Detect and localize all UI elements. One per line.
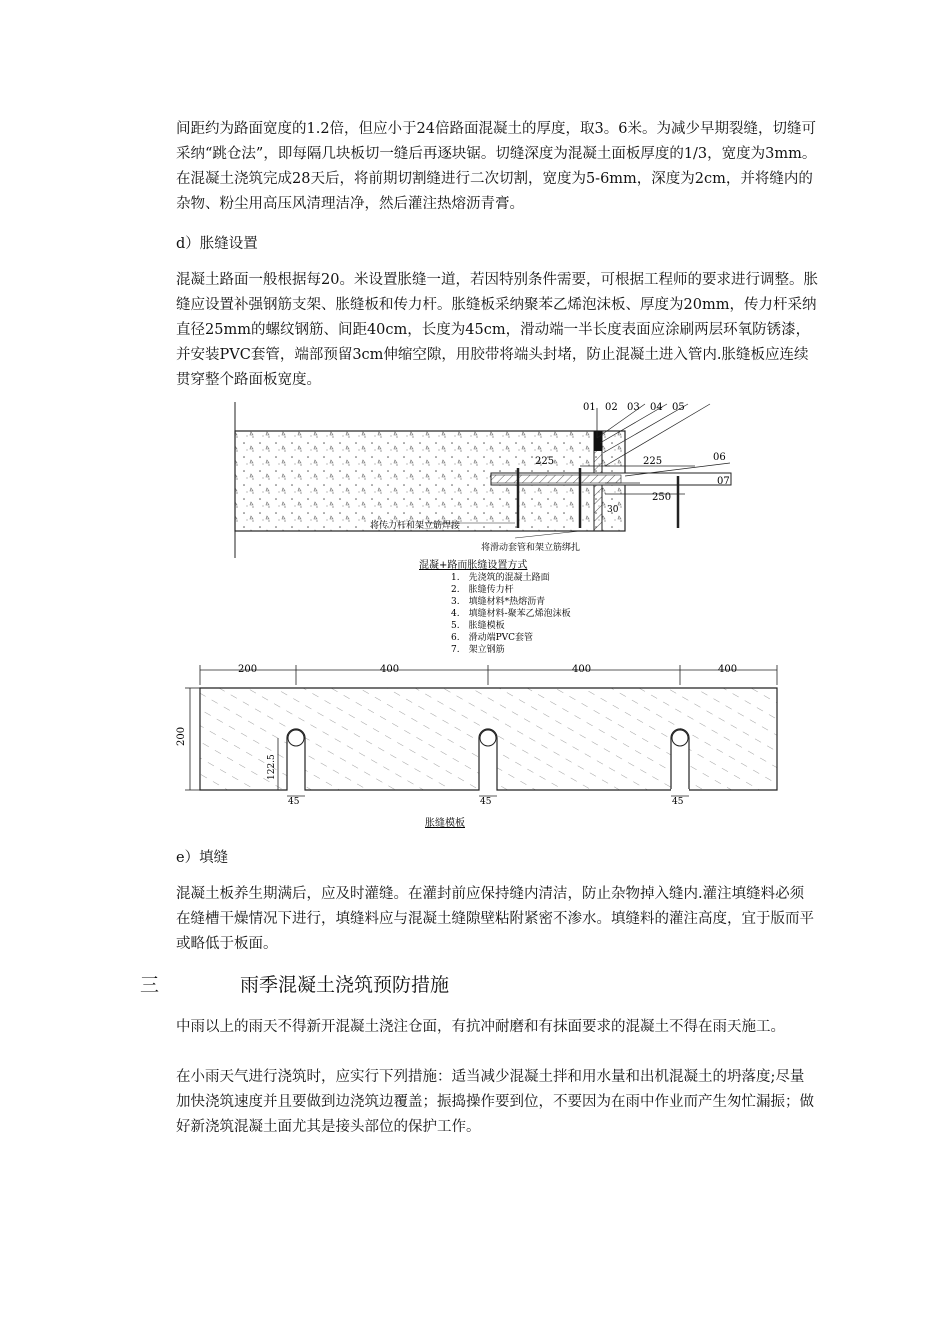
- top-dim-400-c: 400: [718, 664, 738, 675]
- legend-item-7: 7. 架立钢筋: [451, 645, 505, 655]
- top-dim-400-b: 400: [572, 664, 592, 675]
- note-bind: 将滑动套管和架立筋绑扎: [481, 543, 581, 553]
- slot-width-dim-3: 45: [672, 797, 684, 807]
- top-dim-200: 200: [238, 664, 258, 675]
- figure1-caption: 混凝+路而胀缝设置方式: [419, 560, 528, 571]
- legend-item-3: 3. 填缝材料*热熔沥青: [451, 597, 546, 607]
- legend-item-6: 6. 滑动端PVC套管: [451, 633, 534, 643]
- dim-225-left: 225: [535, 456, 555, 467]
- heading-joint-filling: e）填缝: [176, 850, 229, 866]
- slot-width-dim-2: 45: [480, 797, 492, 807]
- note-weld: 将传力杆和架立筋焊接: [370, 521, 461, 531]
- part-number-04: 04: [650, 402, 663, 413]
- figure2-caption: 胀缝模板: [425, 818, 465, 829]
- legend-item-1: 1. 先浇筑的混凝土路面: [451, 573, 550, 583]
- joint-template-figure: [170, 660, 790, 835]
- heading-expansion-joint: d）胀缝设置: [176, 236, 258, 252]
- paragraph-cutting: 间距约为路面宽度的1.2倍，但应小于24倍路面混凝土的厚度，取3。6米。为减少早期裂缝，切缝可采纳“跳仓法”，即每隔几块板切一缝后再逐块锯。切缝深度为混凝土面板厚度的1/3，宽度为3mm。在混凝土浇筑完成28天后，将前期切割缝进行二次切割，宽度为5-6mm，深度为2cm，并将缝内的杂物、粉尘用高压风清理洁净，然后灌注热熔沥青膏。: [176, 121, 817, 212]
- top-dim-400-a: 400: [380, 664, 400, 675]
- part-number-02: 02: [605, 402, 618, 413]
- slot-depth-dim: 122.5: [267, 754, 277, 780]
- part-number-01: 01: [583, 402, 596, 413]
- dim-30: 30: [607, 505, 619, 515]
- paragraph-expansion-joint: 混凝土路面一般根据每20。米设置胀缝一道，若因特别条件需要，可根据工程师的要求进行调整。胀缝应设置补强钢筋支架、胀缝板和传力杆。胀缝板采纳聚苯乙烯泡沫板、厚度为20mm，传力杆采纳直径25mm的螺纹钢筋、间距40cm，长度为45cm，滑动端一半长度表面应涂刷两层环氧防锈漆，并安装PVC套管，端部预留3cm伸缩空隙，用胶带将端头封堵，防止混凝土进入管内.胀缝板应连续贯穿整个路面板宽度。: [176, 272, 818, 388]
- paragraph-joint-filling: 混凝土板养生期满后，应及时灌缝。在灌封前应保持缝内清洁，防止杂物掉入缝内.灌注填缝料必须在缝槽干燥情况下进行，填缝料应与混凝土缝隙壁粘附紧密不渗水。填缝料的灌注高度，宜于版而平或略低于板面。: [176, 886, 814, 952]
- paragraph-rain-rule: 中雨以上的雨天不得新开混凝土浇注仓面，有抗冲耐磨和有抹面要求的混凝土不得在雨天施工。: [176, 1019, 785, 1035]
- expansion-joint-section-figure: [225, 398, 745, 688]
- height-dim-200: 200: [176, 726, 187, 746]
- section-number: 三: [140, 974, 160, 996]
- slot-width-dim-1: 45: [288, 797, 300, 807]
- dim-250: 250: [652, 492, 672, 503]
- section-title: 雨季混凝土浇筑预防措施: [240, 974, 450, 996]
- part-number-07: 07: [717, 476, 730, 487]
- part-number-06: 06: [713, 452, 726, 463]
- paragraph-rain-measures: 在小雨天气进行浇筑时，应实行下列措施：适当减少混凝土拌和用水量和出机混凝土的坍落度;尽量加快浇筑速度并且要做到边浇筑边覆盖；振捣操作要到位，不要因为在雨中作业而产生匆忙漏振；做好新浇筑混凝土面尤其是接头部位的保护工作。: [176, 1069, 814, 1135]
- part-number-03: 03: [627, 402, 640, 413]
- legend-item-2: 2. 胀缝传力杆: [451, 585, 514, 595]
- section-heading-rainy-season: [140, 970, 449, 997]
- part-number-05: 05: [672, 402, 685, 413]
- dim-225-right: 225: [643, 456, 663, 467]
- legend-item-4: 4. 填缝材料-聚苯乙烯泡沫板: [451, 609, 571, 619]
- legend-item-5: 5. 胀缝模板: [451, 621, 505, 631]
